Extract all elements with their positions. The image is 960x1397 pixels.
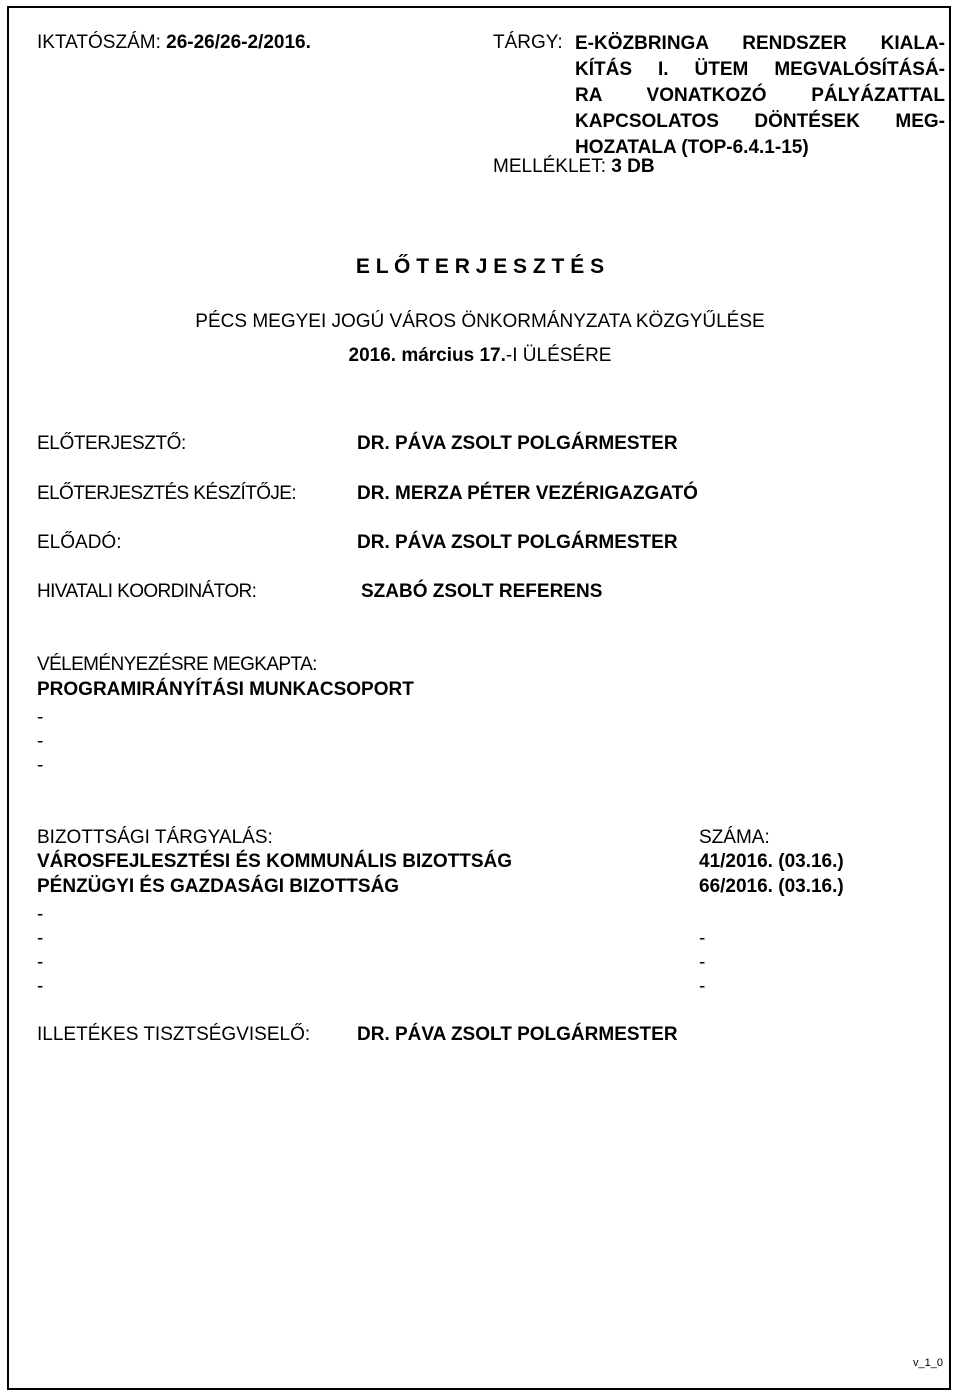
version-label: v_1_0	[913, 1357, 943, 1369]
committee-left-dash-4: -	[37, 976, 44, 997]
session-date-rest: -I ÜLÉSÉRE	[505, 345, 612, 366]
role-value-koordinator: SZABÓ ZSOLT REFERENS	[361, 581, 603, 602]
targy-line-4: KAPCSOLATOS DÖNTÉSEK MEG-	[575, 111, 945, 132]
targy-block	[575, 31, 945, 161]
role-value-eloado: DR. PÁVA ZSOLT POLGÁRMESTER	[357, 532, 678, 553]
szama-label: SZÁMA:	[699, 827, 770, 848]
role-label-keszito: ELŐTERJESZTÉS KÉSZÍTŐJE:	[37, 483, 297, 504]
targy-line-1: E-KÖZBRINGA RENDSZER KIALA-	[575, 33, 945, 54]
melleklet	[493, 157, 655, 176]
review-dash-2: -	[37, 731, 44, 752]
role-label-eloterjeszto: ELŐTERJESZTŐ:	[37, 433, 186, 454]
committee-number-2: 66/2016. (03.16.)	[699, 876, 844, 897]
role-value-eloterjeszto: DR. PÁVA ZSOLT POLGÁRMESTER	[357, 433, 678, 454]
targy-label: TÁRGY:	[493, 32, 563, 53]
document-heading: E L Ő T E R J E S Z T É S	[355, 255, 605, 278]
session-date-bold: 2016. március 17.	[348, 345, 506, 366]
targy-line-2: KÍTÁS I. ÜTEM MEGVALÓSÍTÁSÁ-	[575, 59, 945, 80]
committee-right-dash-1: -	[699, 928, 706, 949]
role-label-eloado: ELŐADÓ:	[37, 532, 122, 553]
iktatoszam-value: 26-26/26-2/2016.	[166, 32, 311, 53]
committee-right-dash-3: -	[699, 976, 706, 997]
targy-line-5: HOZATALA (TOP-6.4.1-15)	[575, 137, 809, 158]
review-dash-3: -	[37, 755, 44, 776]
review-dash-1: -	[37, 707, 44, 728]
committee-name-1: VÁROSFEJLESZTÉSI ÉS KOMMUNÁLIS BIZOTTSÁG	[37, 851, 513, 872]
review-label: VÉLEMÉNYEZÉSRE MEGKAPTA:	[37, 654, 317, 675]
committee-label: BIZOTTSÁGI TÁRGYALÁS:	[37, 827, 273, 848]
session-date	[0, 346, 960, 365]
committee-right-dash-2: -	[699, 952, 706, 973]
committee-left-dash-3: -	[37, 952, 44, 973]
committee-number-1: 41/2016. (03.16.)	[699, 851, 844, 872]
committee-name-2: PÉNZÜGYI ÉS GAZDASÁGI BIZOTTSÁG	[37, 876, 400, 897]
review-group: PROGRAMIRÁNYÍTÁSI MUNKACSOPORT	[37, 679, 414, 700]
iktatoszam-label: IKTATÓSZÁM:	[37, 32, 161, 53]
official-label: ILLETÉKES TISZTSÉGVISELŐ:	[37, 1024, 311, 1045]
role-label-koordinator: HIVATALI KOORDINÁTOR:	[37, 581, 257, 602]
official-value: DR. PÁVA ZSOLT POLGÁRMESTER	[357, 1024, 678, 1045]
assembly-name: PÉCS MEGYEI JOGÚ VÁROS ÖNKORMÁNYZATA KÖZGYŰLÉSE	[195, 311, 765, 332]
iktatoszam	[37, 33, 311, 52]
committee-left-dash-2: -	[37, 928, 44, 949]
committee-left-dash-1: -	[37, 904, 44, 925]
role-value-keszito: DR. MERZA PÉTER VEZÉRIGAZGATÓ	[357, 483, 698, 504]
targy-line-3: RA VONATKOZÓ PÁLYÁZATTAL	[575, 85, 945, 106]
melleklet-value: 3 DB	[611, 156, 655, 177]
melleklet-label: MELLÉKLET:	[493, 156, 606, 177]
